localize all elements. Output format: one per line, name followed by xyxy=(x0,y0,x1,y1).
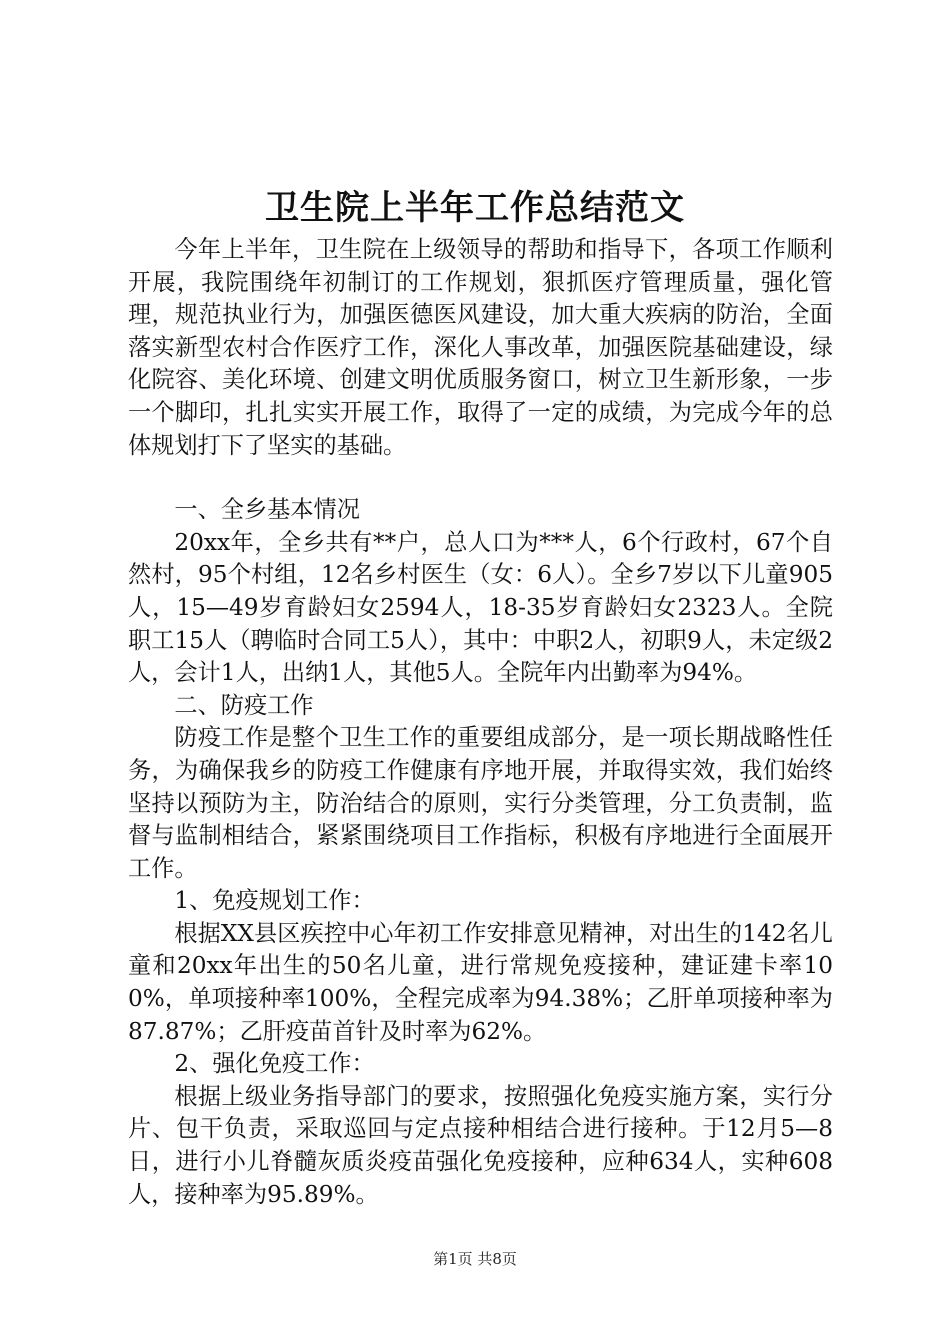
document-body xyxy=(128,234,833,1211)
page-footer: 第1页 共8页 xyxy=(433,1250,517,1268)
enhanced-immunization-paragraph: 根据上级业务指导部门的要求，按照强化免疫实施方案，实行分片、包干负责，采取巡回与定点接种相结合进行接种。于12月5—8日，进行小儿脊髓灰质炎疫苗强化免疫接种，应种634人，实种608人，接种率为95.89%。 xyxy=(128,1082,833,1208)
section-heading-epidemic-prevention: 二、防疫工作 xyxy=(174,691,314,719)
intro-paragraph: 今年上半年，卫生院在上级领导的帮助和指导下，各项工作顺利开展，我院围绕年初制订的工作规划，狠抓医疗管理质量，强化管理，规范执业行为，加强医德医风建设，加大重大疾病的防治，全面落实新型农村合作医疗工作，深化人事改革，加强医院基础建设，绿化院容、美化环境、创建文明优质服务窗口，树立卫生新形象，一步一个脚印，扎扎实实开展工作，取得了一定的成绩，为完成今年的总体规划打下了坚实的基础。 xyxy=(128,236,833,459)
document-title: 卫生院上半年工作总结范文 xyxy=(265,188,685,228)
section-heading-basic-info: 一、全乡基本情况 xyxy=(174,496,360,524)
epidemic-prevention-paragraph: 防疫工作是整个卫生工作的重要组成部分，是一项长期战略性任务，为确保我乡的防疫工作健康有序地开展，并取得实效，我们始终坚持以预防为主，防治结合的原则，实行分类管理，分工负责制，监督与监制相结合，紧紧围绕项目工作指标，积极有序地进行全面展开工作。 xyxy=(128,724,833,882)
subheading-immunization-planning: 1、免疫规划工作： xyxy=(174,887,375,915)
basic-info-paragraph: 20xx年，全乡共有**户，总人口为***人，6个行政村，67个自然村，95个村组，12名乡村医生（女：6人）。全乡7岁以下儿童905人，15—49岁育龄妇女2594人，18-35岁育龄妇女2323人。全院职工15人（聘临时合同工5人），其中：中职2人，初职9人，未定级2人，会计1人，出纳1人，其他5人。全院年内出勤率为94%。 xyxy=(128,528,833,687)
subheading-enhanced-immunization: 2、强化免疫工作： xyxy=(174,1050,375,1078)
immunization-planning-paragraph: 根据XX县区疾控中心年初工作安排意见精神，对出生的142名儿童和20xx年出生的50名儿童，进行常规免疫接种，建证建卡率100%，单项接种率100%，全程完成率为94.38%；乙肝单项接种率为87.87%；乙肝疫苗首针及时率为62%。 xyxy=(128,919,833,1045)
